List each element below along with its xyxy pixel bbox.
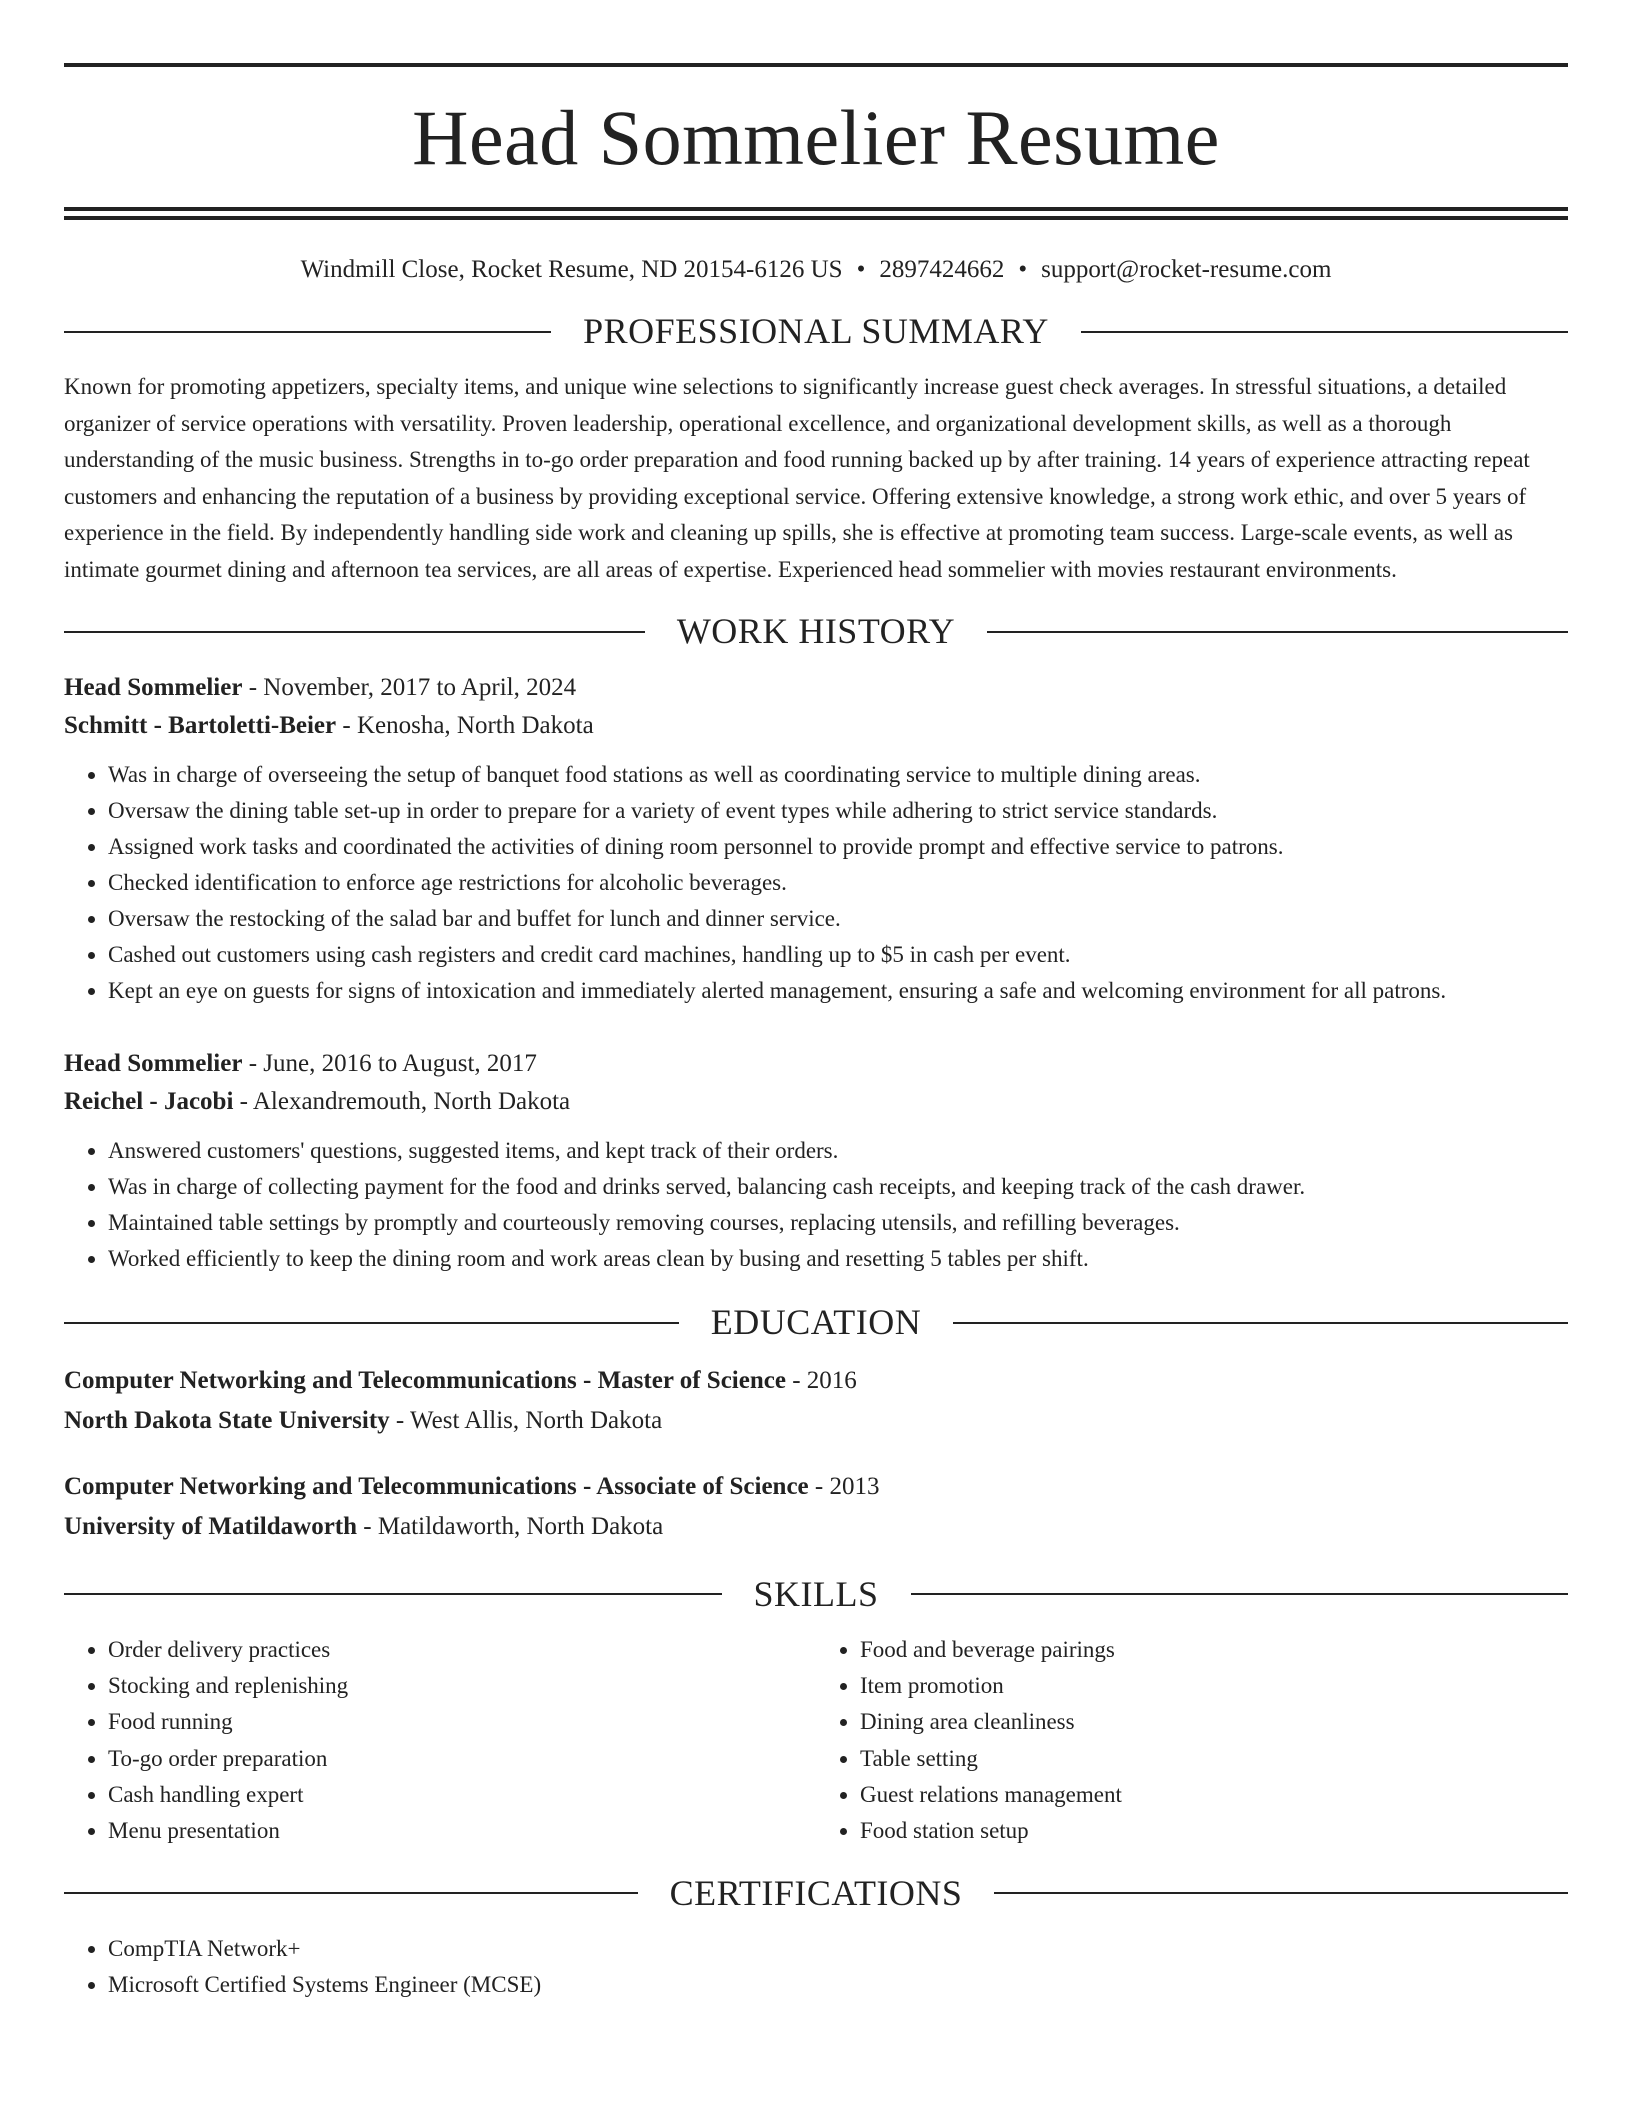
degree: Computer Networking and Telecommunications - Master of Science	[64, 1366, 786, 1394]
degree: Computer Networking and Telecommunications - Associate of Science	[64, 1472, 809, 1500]
section-title: SKILLS	[753, 1573, 879, 1614]
job-bullets	[64, 1133, 1568, 1277]
contact-email: support@rocket-resume.com	[1041, 256, 1332, 283]
list-item: • Worked efficiently to keep the dining room and work areas clean by busing and resetting 5 tables per shift.	[108, 1241, 1568, 1277]
job-location: - Alexandremouth, North Dakota	[233, 1088, 571, 1116]
job-entry	[64, 669, 1568, 1009]
skill-item: • Item promotion	[860, 1668, 1568, 1704]
skill-item: • Table setting	[860, 1741, 1568, 1777]
job-location: - Kenosha, North Dakota	[336, 712, 594, 740]
skill-item: • Stocking and replenishing	[108, 1668, 816, 1704]
section-title: WORK HISTORY	[676, 611, 956, 652]
job-dates: - June, 2016 to August, 2017	[242, 1050, 537, 1078]
divider	[64, 631, 645, 633]
divider	[64, 1322, 679, 1324]
contact-phone: 2897424662	[879, 256, 1005, 283]
school-line	[64, 1507, 1568, 1547]
title-rule-second	[64, 216, 1568, 220]
degree-line	[64, 1467, 1568, 1507]
job-title: Head Sommelier	[64, 674, 243, 702]
divider	[64, 331, 551, 333]
certification-item: • Microsoft Certified Systems Engineer (MCSE)	[108, 1967, 1568, 2003]
contact-separator: •	[856, 256, 866, 283]
degree-year: - 2013	[808, 1472, 880, 1500]
job-company-line	[64, 707, 1568, 745]
divider	[994, 1892, 1568, 1894]
list-item: • Answered customers' questions, suggested items, and kept track of their orders.	[108, 1133, 1568, 1169]
skill-item: • To-go order preparation	[108, 1741, 816, 1777]
section-header-summary	[64, 310, 1568, 353]
resume-page	[64, 0, 1568, 2003]
degree-line	[64, 1361, 1568, 1401]
divider	[1081, 331, 1568, 333]
job-bullets	[64, 757, 1568, 1009]
summary-text: Known for promoting appetizers, specialty items, and unique wine selections to significantly increase guest check averages. In stressful situations, a detailed organizer of service operations with versatility. Proven leadership, operational excellence, and organizational development skills, as well as a thorough understanding of the music business. Strengths in to-go order preparation and food running backed up by after training. 14 years of experience attracting repeat customers and enhancing the reputation of a business by providing exceptional service. Offering extensive knowledge, a strong work ethic, and over 5 years of experience in the field. By independently handling side work and cleaning up spills, she is effective at promoting team success. Large-scale events, as well as intimate gourmet dining and afternoon tea services, are all areas of expertise. Experienced head sommelier with movies restaurant environments.	[64, 374, 1530, 582]
page-title: Head Sommelier Resume	[412, 94, 1220, 181]
job-title: Head Sommelier	[64, 1050, 243, 1078]
section-header-skills	[64, 1573, 1568, 1616]
skills-column-left	[64, 1632, 816, 1850]
divider	[953, 1322, 1568, 1324]
contact-address: Windmill Close, Rocket Resume, ND 20154-6126 US	[300, 256, 843, 283]
divider	[64, 1593, 722, 1595]
skill-item: • Food station setup	[860, 1813, 1568, 1849]
skill-item: • Guest relations management	[860, 1777, 1568, 1813]
education-entry	[64, 1467, 1568, 1547]
section-title: EDUCATION	[710, 1302, 922, 1343]
list-item: • Checked identification to enforce age restrictions for alcoholic beverages.	[108, 865, 1568, 901]
section-header-work	[64, 610, 1568, 653]
skills-column-right	[816, 1632, 1568, 1850]
school-location: - West Allis, North Dakota	[389, 1406, 663, 1434]
school: University of Matildaworth	[64, 1512, 358, 1540]
list-item: • Was in charge of overseeing the setup of banquet food stations as well as coordinating service to multiple dining areas.	[108, 757, 1568, 793]
school-line	[64, 1401, 1568, 1441]
job-title-line	[64, 669, 1568, 707]
school-location: - Matildaworth, North Dakota	[357, 1512, 664, 1540]
divider	[987, 631, 1568, 633]
list-item: • Oversaw the dining table set-up in order to prepare for a variety of event types while adhering to strict service standards.	[108, 793, 1568, 829]
skill-item: • Dining area cleanliness	[860, 1704, 1568, 1740]
contact-line	[64, 256, 1568, 284]
section-header-education	[64, 1301, 1568, 1344]
skill-item: • Cash handling expert	[108, 1777, 816, 1813]
job-title-line	[64, 1045, 1568, 1083]
list-item: • Kept an eye on guests for signs of intoxication and immediately alerted management, ensuring a safe and welcoming environment for all patrons.	[108, 973, 1568, 1009]
skill-item: • Menu presentation	[108, 1813, 816, 1849]
title-rule	[64, 207, 1568, 211]
skill-item: • Order delivery practices	[108, 1632, 816, 1668]
education-entry	[64, 1361, 1568, 1441]
certifications-bullets	[64, 1931, 1568, 2003]
divider	[64, 1892, 638, 1894]
list-item: • Cashed out customers using cash registers and credit card machines, handling up to $5 in cash per event.	[108, 937, 1568, 973]
section-title: CERTIFICATIONS	[669, 1872, 963, 1913]
job-company: Reichel - Jacobi	[64, 1088, 234, 1116]
list-item: • Was in charge of collecting payment for the food and drinks served, balancing cash receipts, and keeping track of the cash drawer.	[108, 1169, 1568, 1205]
job-dates: - November, 2017 to April, 2024	[242, 674, 577, 702]
list-item: • Assigned work tasks and coordinated the activities of dining room personnel to provide prompt and effective service to patrons.	[108, 829, 1568, 865]
degree-year: - 2016	[785, 1366, 857, 1394]
section-title: PROFESSIONAL SUMMARY	[583, 311, 1049, 351]
list-item: • Oversaw the restocking of the salad bar and buffet for lunch and dinner service.	[108, 901, 1568, 937]
divider	[911, 1593, 1569, 1595]
job-company-line	[64, 1083, 1568, 1121]
contact-separator: •	[1018, 256, 1028, 283]
list-item: • Maintained table settings by promptly and courteously removing courses, replacing utensils, and refilling beverages.	[108, 1205, 1568, 1241]
school: North Dakota State University	[64, 1406, 390, 1434]
section-header-certifications	[64, 1872, 1568, 1915]
skill-item: • Food and beverage pairings	[860, 1632, 1568, 1668]
certification-item: • CompTIA Network+	[108, 1931, 1568, 1967]
skills-grid	[64, 1632, 1568, 1850]
job-entry	[64, 1045, 1568, 1277]
certifications-list	[64, 1931, 1568, 2003]
skill-item: • Food running	[108, 1704, 816, 1740]
job-company: Schmitt - Bartoletti-Beier	[64, 712, 337, 740]
